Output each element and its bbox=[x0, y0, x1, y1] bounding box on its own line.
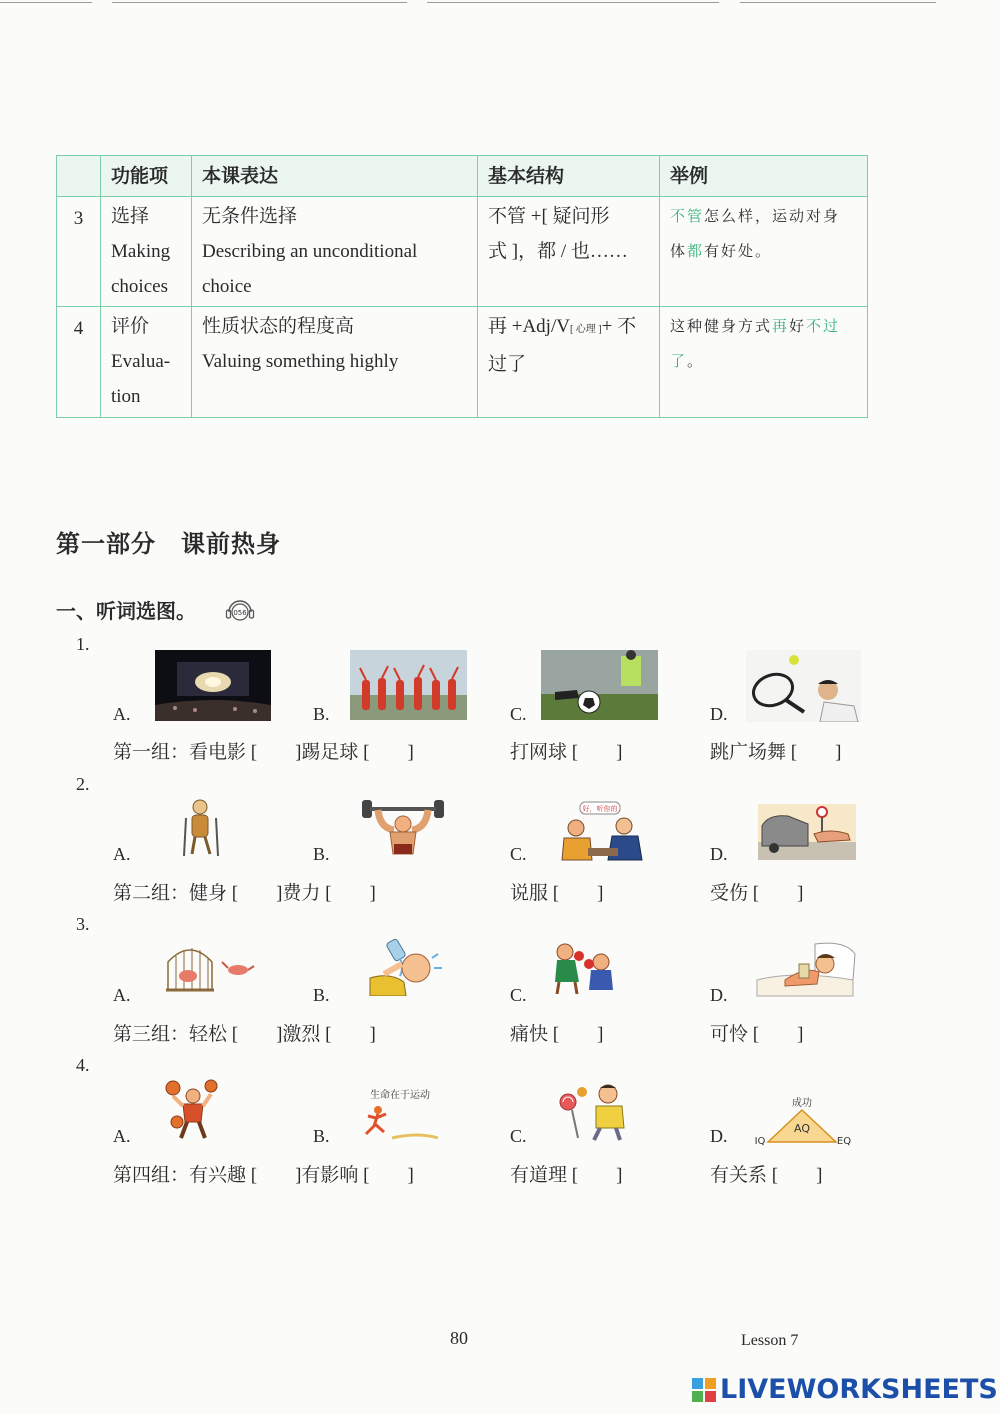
sweating-man-image[interactable] bbox=[360, 938, 450, 996]
header-cell: 举例 bbox=[660, 156, 868, 197]
table-header-row bbox=[57, 156, 868, 197]
page-number: 80 bbox=[450, 1328, 468, 1348]
example-highlight: 了 bbox=[670, 352, 688, 370]
example-text: 好 bbox=[789, 317, 807, 335]
option-label: D. bbox=[710, 1126, 728, 1146]
speech-bubble-text: 好，听你的 bbox=[582, 805, 618, 813]
top-rule bbox=[427, 2, 719, 3]
option-label: B. bbox=[313, 844, 330, 864]
example-highlight: 再 bbox=[772, 317, 790, 335]
triangle-center-label: AQ bbox=[794, 1122, 810, 1135]
option-label: B. bbox=[313, 704, 330, 724]
header-cell: 本课表达 bbox=[192, 156, 478, 197]
structure-line: 式 ]，都 / 也…… bbox=[488, 241, 628, 262]
concert-photo-image[interactable] bbox=[155, 650, 271, 721]
word-item: 受伤 [ ] bbox=[710, 883, 804, 904]
triangle-left-label: IQ bbox=[754, 1136, 766, 1146]
word-item: 有关系 [ ] bbox=[710, 1165, 823, 1186]
option-label: C. bbox=[510, 704, 527, 724]
function-en: Making bbox=[111, 241, 171, 262]
crutches-man-image[interactable] bbox=[180, 798, 222, 858]
question-number: 4. bbox=[76, 1055, 90, 1075]
function-en: tion bbox=[111, 386, 141, 407]
structure-line: 过了 bbox=[488, 354, 527, 375]
example-highlight: 都 bbox=[687, 242, 705, 260]
top-rule bbox=[0, 2, 92, 3]
birdcage-image[interactable] bbox=[162, 940, 256, 994]
header-cell: 功能项 bbox=[101, 156, 192, 197]
option-label: C. bbox=[510, 1126, 527, 1146]
expression-cell bbox=[192, 307, 478, 418]
slogan-text: 生命在于运动 bbox=[370, 1090, 430, 1101]
example-highlight: 不过 bbox=[806, 317, 841, 335]
audio-track-number: 056 bbox=[233, 608, 247, 617]
expression-cell bbox=[192, 197, 478, 307]
example-cell bbox=[660, 307, 868, 418]
lollipop-boy-image[interactable] bbox=[556, 1078, 636, 1142]
question-number: 3. bbox=[76, 914, 90, 934]
relaxing-bed-image[interactable] bbox=[755, 940, 858, 998]
option-label: D. bbox=[710, 844, 728, 864]
header-cell: 基本结构 bbox=[478, 156, 660, 197]
top-rule bbox=[740, 2, 936, 3]
header-cell bbox=[57, 156, 101, 197]
dancers-photo-image[interactable] bbox=[350, 650, 467, 720]
top-rule bbox=[112, 2, 407, 3]
running-slogan-image[interactable] bbox=[358, 1086, 442, 1142]
function-cn: 评价 bbox=[111, 316, 150, 337]
word-item: 痛快 [ ] bbox=[510, 1024, 604, 1045]
option-label: A. bbox=[113, 704, 131, 724]
word-list: 第四组：有兴趣 [ ]有影响 [ ] bbox=[113, 1165, 414, 1186]
row-number: 4 bbox=[57, 307, 101, 418]
success-triangle-image[interactable] bbox=[752, 1094, 852, 1146]
weightlifter-image[interactable] bbox=[360, 798, 446, 856]
function-en: choices bbox=[111, 276, 168, 297]
word-item: 打网球 [ ] bbox=[510, 742, 623, 763]
option-label: D. bbox=[710, 704, 728, 724]
example-text: 这种健身方式 bbox=[670, 317, 773, 335]
soccer-photo-image[interactable] bbox=[541, 650, 658, 720]
brand-grid-icon bbox=[692, 1378, 716, 1402]
table-row bbox=[57, 307, 868, 418]
structure-cell bbox=[478, 197, 660, 307]
row-number: 3 bbox=[57, 197, 101, 307]
word-item: 跳广场舞 [ ] bbox=[710, 742, 842, 763]
option-label: A. bbox=[113, 1126, 131, 1146]
triangle-top-label: 成功 bbox=[792, 1098, 812, 1109]
lesson-label: Lesson 7 bbox=[741, 1332, 799, 1349]
option-label: C. bbox=[510, 844, 527, 864]
structure-line: 不管 +[ 疑问形 bbox=[488, 206, 610, 227]
option-label: B. bbox=[313, 985, 330, 1005]
structure-cell bbox=[478, 307, 660, 418]
exercise-title: 一、听词选图。 bbox=[56, 601, 196, 623]
expression-en: Valuing something highly bbox=[202, 351, 399, 372]
brand-name: LIVEWORKSHEETS bbox=[720, 1374, 998, 1405]
tennis-photo-image[interactable] bbox=[746, 650, 861, 722]
option-label: A. bbox=[113, 985, 131, 1005]
structure-part: + 不 bbox=[601, 316, 637, 337]
example-text: 。 bbox=[687, 352, 705, 370]
brand-logo[interactable] bbox=[692, 1374, 998, 1405]
structure-subscript: [ 心理 ] bbox=[569, 324, 602, 335]
example-cell bbox=[660, 197, 868, 307]
example-highlight: 不管 bbox=[670, 207, 705, 225]
example-text: 怎么样，运动对身 bbox=[704, 207, 841, 225]
expression-en: Describing an unconditional bbox=[202, 241, 418, 262]
persuading-talk-image[interactable] bbox=[558, 800, 648, 862]
option-label: A. bbox=[113, 844, 131, 864]
audio-track-icon[interactable] bbox=[225, 597, 255, 623]
example-text: 有好处。 bbox=[704, 242, 773, 260]
function-table bbox=[56, 155, 868, 418]
function-cell bbox=[101, 307, 192, 418]
juggler-image[interactable] bbox=[163, 1078, 225, 1140]
function-cell bbox=[101, 197, 192, 307]
option-label: D. bbox=[710, 985, 728, 1005]
example-text: 体 bbox=[670, 242, 688, 260]
word-list: 第二组：健身 [ ]费力 [ ] bbox=[113, 883, 376, 904]
word-list: 第三组：轻松 [ ]激烈 [ ] bbox=[113, 1024, 376, 1045]
triangle-right-label: EQ bbox=[836, 1136, 852, 1146]
car-accident-image[interactable] bbox=[758, 804, 856, 860]
expression-en: choice bbox=[202, 276, 252, 297]
option-label: B. bbox=[313, 1126, 330, 1146]
table-row bbox=[57, 197, 868, 307]
question-number: 1. bbox=[76, 634, 90, 654]
word-item: 说服 [ ] bbox=[510, 883, 604, 904]
expression-cn: 性质状态的程度高 bbox=[202, 316, 355, 337]
structure-part: 再 +Adj/V bbox=[488, 316, 570, 337]
function-cn: 选择 bbox=[111, 206, 150, 227]
section-title: 第一部分 课前热身 bbox=[56, 532, 281, 558]
word-list: 第一组：看电影 [ ]踢足球 [ ] bbox=[113, 742, 414, 763]
word-item: 可怜 [ ] bbox=[710, 1024, 804, 1045]
expression-cn: 无条件选择 bbox=[202, 206, 298, 227]
boxers-image[interactable] bbox=[545, 938, 621, 994]
option-label: C. bbox=[510, 985, 527, 1005]
question-number: 2. bbox=[76, 774, 90, 794]
word-item: 有道理 [ ] bbox=[510, 1165, 623, 1186]
structure-line bbox=[488, 309, 649, 347]
function-en: Evalua- bbox=[111, 351, 171, 372]
